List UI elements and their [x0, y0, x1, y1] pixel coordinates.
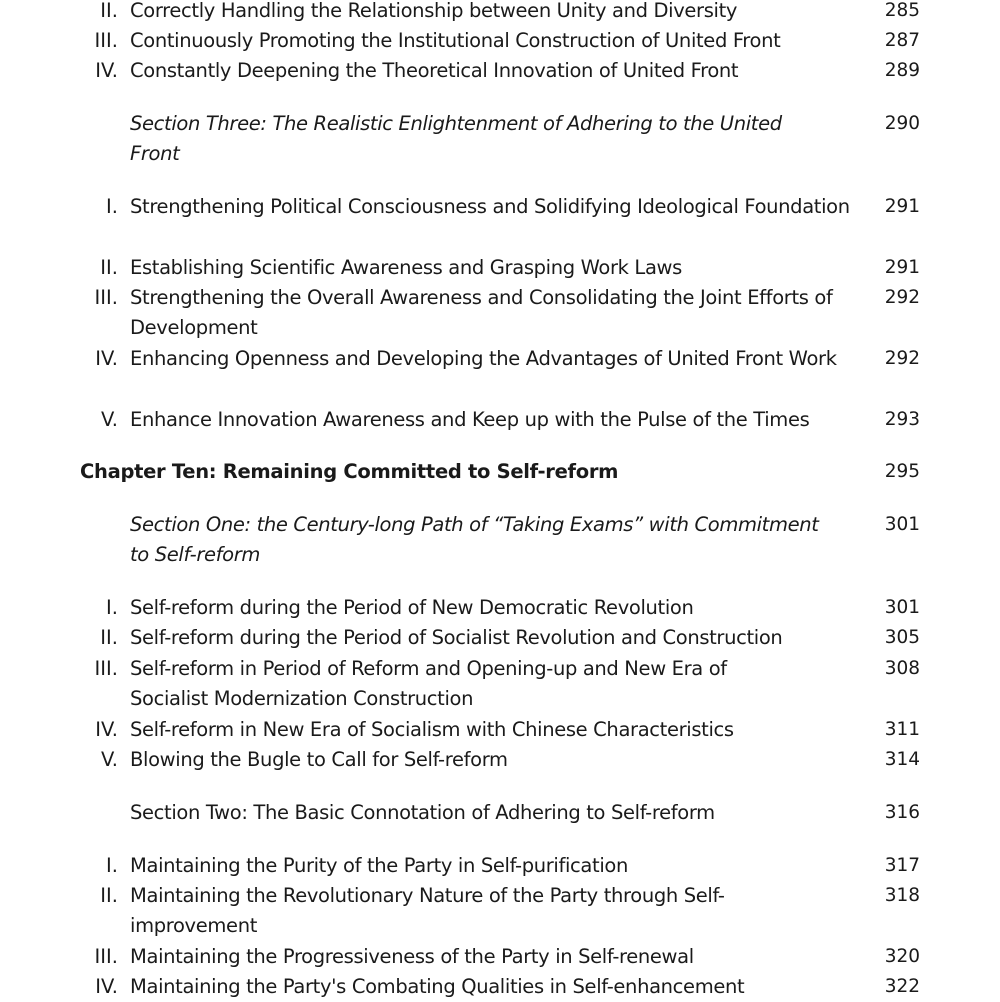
entry-title: Maintaining the Purity of the Party in Self-purification: [130, 854, 628, 877]
entry-page-number: 320: [884, 946, 920, 967]
entry-page-number: 289: [884, 60, 920, 81]
entry-title: Continuously Promoting the Institutional Construction of United Front: [130, 29, 781, 52]
entry-title: Strengthening Political Consciousness and Solidifying Ideological Foundation: [130, 195, 850, 218]
section-title: Section One: the Century-long Path of “Taking Exams” with Commitment to Self-reform: [130, 513, 819, 567]
section-title: Section Two: The Basic Connotation of Adhering to Self-reform: [130, 801, 715, 824]
entry-numeral: V.: [100, 408, 118, 431]
entry-title: Maintaining the Party's Combating Qualities in Self-enhancement: [130, 975, 745, 998]
entry-page-number: 316: [884, 802, 920, 823]
entry-page-number: 291: [884, 196, 920, 217]
entry-numeral: I.: [106, 195, 118, 218]
entry-title: Strengthening the Overall Awareness and Consolidating the Joint Efforts of Development: [130, 286, 833, 340]
section-title: Section Three: The Realistic Enlightenment of Adhering to the United Front: [130, 112, 782, 166]
entry-numeral: II.: [100, 884, 118, 907]
entry-page-number: 314: [884, 749, 920, 770]
entry-numeral: III.: [94, 945, 118, 968]
entry-title: Enhancing Openness and Developing the Advantages of United Front Work: [130, 347, 837, 370]
entry-numeral: V.: [100, 748, 118, 771]
entry-title: Correctly Handling the Relationship between Unity and Diversity: [130, 0, 738, 22]
entry-numeral: II.: [100, 0, 118, 22]
entry-page-number: 308: [884, 658, 920, 679]
entry-page-number: 295: [884, 461, 920, 482]
entry-title: Enhance Innovation Awareness and Keep up with the Pulse of the Times: [130, 408, 810, 431]
entry-page-number: 301: [884, 514, 920, 535]
entry-page-number: 287: [884, 30, 920, 51]
entry-title: Maintaining the Progressiveness of the Party in Self-renewal: [130, 945, 694, 968]
entry-numeral: IV.: [95, 718, 118, 741]
entry-numeral: III.: [94, 657, 118, 680]
entry-page-number: 285: [884, 0, 920, 21]
entry-title: Constantly Deepening the Theoretical Innovation of United Front: [130, 59, 739, 82]
entry-page-number: 292: [884, 348, 920, 369]
entry-page-number: 291: [884, 257, 920, 278]
entry-page-number: 322: [884, 976, 920, 997]
entry-numeral: II.: [100, 626, 118, 649]
entry-page-number: 305: [884, 627, 920, 648]
entry-title: Self-reform in Period of Reform and Opening-up and New Era of Socialist Modernization Construction: [130, 657, 727, 711]
entry-numeral: IV.: [95, 975, 118, 998]
entry-page-number: 301: [884, 597, 920, 618]
entry-numeral: I.: [106, 596, 118, 619]
entry-title: Self-reform during the Period of Socialist Revolution and Construction: [130, 626, 783, 649]
entry-numeral: III.: [94, 29, 118, 52]
entry-numeral: I.: [106, 854, 118, 877]
entry-page-number: 293: [884, 409, 920, 430]
entry-page-number: 292: [884, 287, 920, 308]
entry-numeral: III.: [94, 286, 118, 309]
entry-title: Blowing the Bugle to Call for Self-reform: [130, 748, 508, 771]
entry-title: Maintaining the Revolutionary Nature of the Party through Self-improvement: [130, 884, 725, 938]
entry-numeral: II.: [100, 256, 118, 279]
entry-numeral: IV.: [95, 59, 118, 82]
entry-title: Self-reform in New Era of Socialism with Chinese Characteristics: [130, 718, 734, 741]
entry-numeral: IV.: [95, 347, 118, 370]
entry-page-number: 317: [884, 855, 920, 876]
entry-page-number: 290: [884, 113, 920, 134]
entry-title: Self-reform during the Period of New Democratic Revolution: [130, 596, 694, 619]
entry-title: Establishing Scientific Awareness and Grasping Work Laws: [130, 256, 682, 279]
entry-page-number: 311: [884, 719, 920, 740]
chapter-title: Chapter Ten: Remaining Committed to Self-reform: [80, 460, 619, 483]
entry-page-number: 318: [884, 885, 920, 906]
